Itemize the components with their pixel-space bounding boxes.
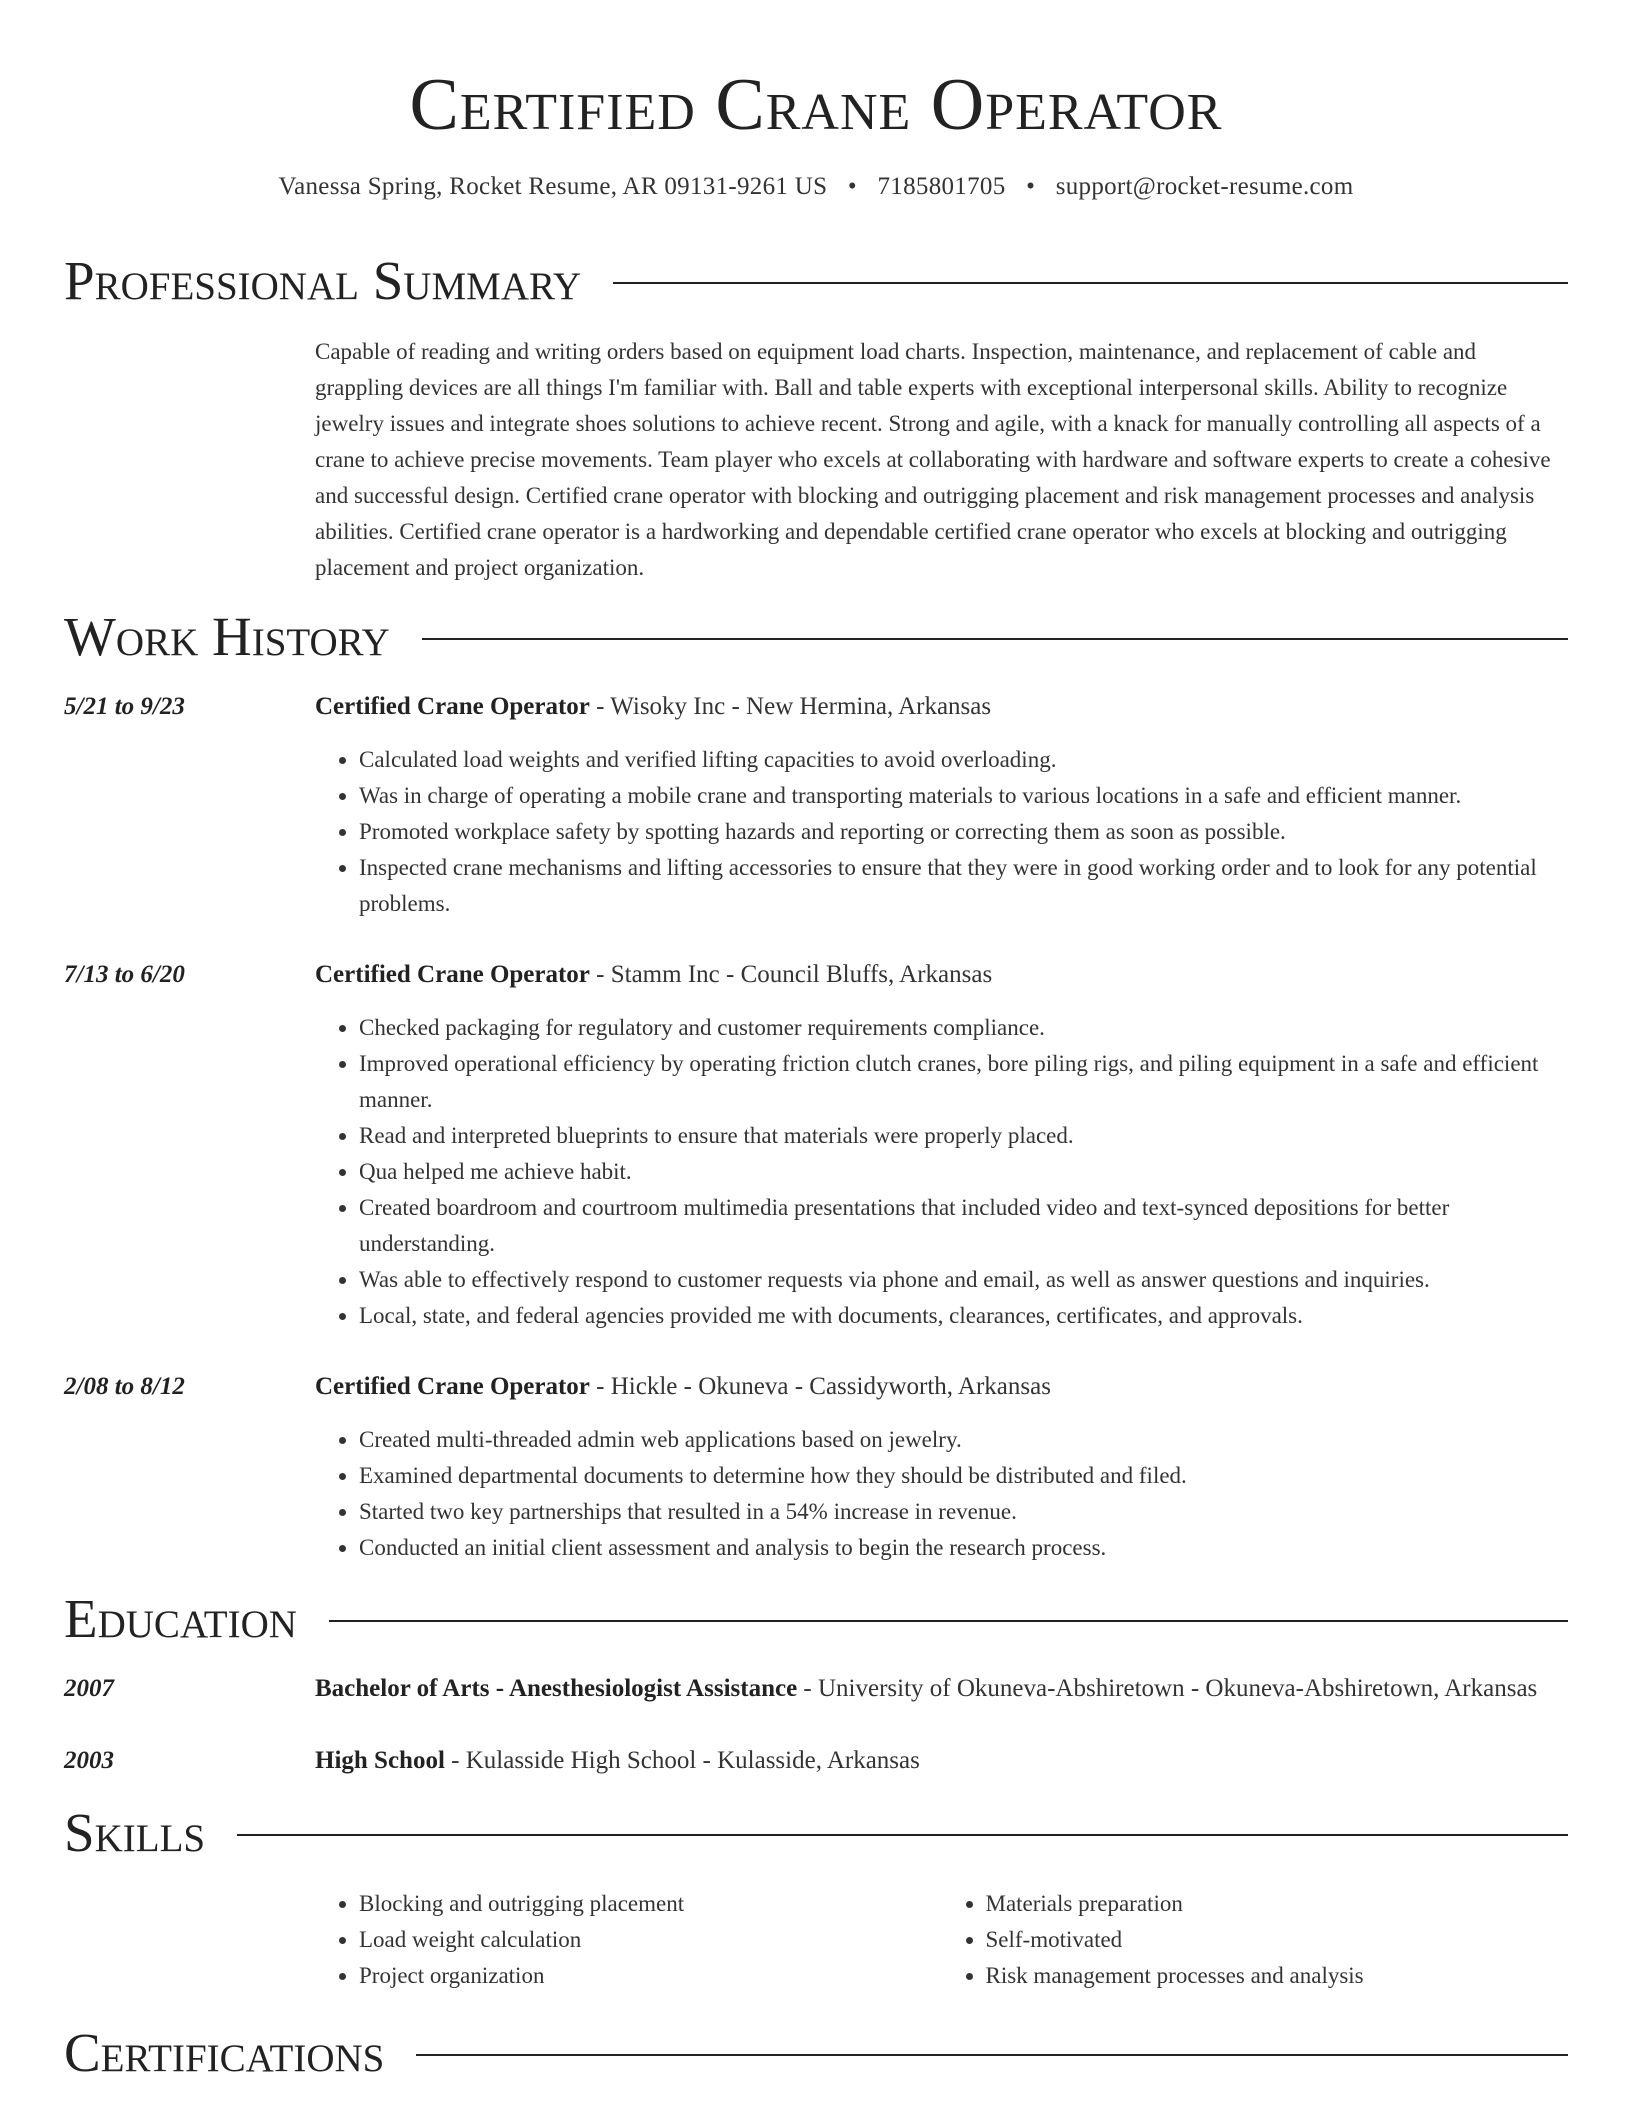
education-heading	[315, 1742, 1568, 1780]
section-divider	[613, 282, 1568, 284]
list-item: • Was in charge of operating a mobile crane and transporting materials to various locations in a safe and efficient manner.	[359, 778, 1568, 814]
list-item: • Blocking and outrigging placement	[359, 1886, 942, 1922]
job-heading	[315, 1368, 1568, 1406]
list-item: • Created multi-threaded admin web applications based on jewelry.	[359, 1422, 1568, 1458]
list-item: • Load weight calculation	[359, 1922, 942, 1958]
contact-phone: 7185801705	[877, 173, 1006, 200]
education-entry	[64, 1742, 1568, 1780]
section-divider	[329, 1620, 1568, 1622]
job-title: Certified Crane Operator	[315, 693, 590, 720]
education-degree: High School	[315, 1747, 445, 1774]
job-entry	[64, 1368, 1568, 1566]
certifications-section-heading	[64, 2020, 1568, 2086]
job-title: Certified Crane Operator	[315, 1373, 590, 1400]
job-dates: 7/13 to 6/20	[64, 961, 185, 988]
job-heading	[315, 688, 1568, 726]
education-degree: Bachelor of Arts - Anesthesiologist Assistance	[315, 1675, 798, 1702]
job-details: - Hickle - Okuneva - Cassidyworth, Arkansas	[589, 1373, 1051, 1400]
education-year: 2003	[64, 1747, 114, 1774]
education-entry	[64, 1670, 1568, 1708]
list-item: • Examined departmental documents to determine how they should be distributed and filed.	[359, 1458, 1568, 1494]
skills-section-heading	[64, 1800, 1568, 1866]
education-details: - University of Okuneva-Abshiretown - Okuneva-Abshiretown, Arkansas	[797, 1675, 1538, 1702]
contact-email: support@rocket-resume.com	[1055, 173, 1354, 200]
work-heading-text: Work History	[64, 606, 390, 667]
skills-column-right	[942, 1886, 1569, 1994]
section-divider	[422, 638, 1568, 640]
list-item: • Read and interpreted blueprints to ensure that materials were properly placed.	[359, 1118, 1568, 1154]
contact-line	[64, 170, 1568, 204]
list-item: • Self-motivated	[986, 1922, 1569, 1958]
job-entry	[64, 688, 1568, 922]
certifications-heading-text: Certifications	[64, 2022, 385, 2083]
job-details: - Wisoky Inc - New Hermina, Arkansas	[589, 693, 992, 720]
job-heading	[315, 956, 1568, 994]
contact-separator: •	[1026, 173, 1036, 200]
list-item: • Qua helped me achieve habit.	[359, 1154, 1568, 1190]
education-year: 2007	[64, 1675, 114, 1702]
job-bullets	[315, 1010, 1568, 1334]
summary-heading-text: Professional Summary	[64, 250, 582, 311]
work-section-heading	[64, 604, 1568, 670]
education-heading	[315, 1670, 1568, 1708]
list-item: • Promoted workplace safety by spotting hazards and reporting or correcting them as soon as possible.	[359, 814, 1568, 850]
list-item: • Started two key partnerships that resulted in a 54% increase in revenue.	[359, 1494, 1568, 1530]
job-bullets	[315, 1422, 1568, 1566]
job-bullets	[315, 742, 1568, 922]
resume-page	[64, 0, 1568, 2086]
list-item: • Created boardroom and courtroom multimedia presentations that included video and text-synced depositions for better understanding.	[359, 1190, 1568, 1262]
list-item: • Was able to effectively respond to customer requests via phone and email, as well as answer questions and inquiries.	[359, 1262, 1568, 1298]
job-dates: 2/08 to 8/12	[64, 1373, 185, 1400]
skills-column-left	[315, 1886, 942, 1994]
summary-section-heading	[64, 248, 1568, 314]
list-item: • Checked packaging for regulatory and customer requirements compliance.	[359, 1010, 1568, 1046]
contact-separator: •	[847, 173, 857, 200]
job-title: Certified Crane Operator	[315, 961, 590, 988]
summary-text: Capable of reading and writing orders based on equipment load charts. Inspection, maintenance, and replacement of cable and grappling devices are all things I'm familiar with. Ball and table experts with exceptional interpersonal skills. Ability to recognize jewelry issues and integrate shoes solutions to achieve recent. Strong and agile, with a knack for manually controlling all aspects of a crane to achieve precise movements. Team player who excels at collaborating with hardware and software experts to create a cohesive and successful design. Certified crane operator with blocking and outrigging placement and risk management processes and analysis abilities. Certified crane operator is a hardworking and dependable certified crane operator who excels at blocking and outrigging placement and project organization.	[315, 339, 1551, 580]
list-item: • Conducted an initial client assessment and analysis to begin the research process.	[359, 1530, 1568, 1566]
job-dates: 5/21 to 9/23	[64, 693, 185, 720]
job-details: - Stamm Inc - Council Bluffs, Arkansas	[589, 961, 993, 988]
list-item: • Materials preparation	[986, 1886, 1569, 1922]
list-item: • Inspected crane mechanisms and lifting accessories to ensure that they were in good working order and to look for any potential problems.	[359, 850, 1568, 922]
section-divider	[237, 1834, 1568, 1836]
skills-list	[315, 1886, 1568, 1994]
list-item: • Risk management processes and analysis	[986, 1958, 1569, 1994]
list-item: • Local, state, and federal agencies provided me with documents, clearances, certificates, and approvals.	[359, 1298, 1568, 1334]
education-details: - Kulasside High School - Kulasside, Arkansas	[444, 1747, 920, 1774]
list-item: • Calculated load weights and verified lifting capacities to avoid overloading.	[359, 742, 1568, 778]
section-divider	[416, 2054, 1568, 2056]
education-heading-text: Education	[64, 1588, 297, 1649]
resume-title: Certified Crane Operator	[409, 64, 1223, 146]
contact-address: Vanessa Spring, Rocket Resume, AR 09131-9261 US	[278, 173, 828, 200]
skills-heading-text: Skills	[64, 1802, 206, 1863]
list-item: • Improved operational efficiency by operating friction clutch cranes, bore piling rigs, and piling equipment in a safe and efficient manner.	[359, 1046, 1568, 1118]
list-item: • Project organization	[359, 1958, 942, 1994]
education-section-heading	[64, 1586, 1568, 1652]
job-entry	[64, 956, 1568, 1334]
